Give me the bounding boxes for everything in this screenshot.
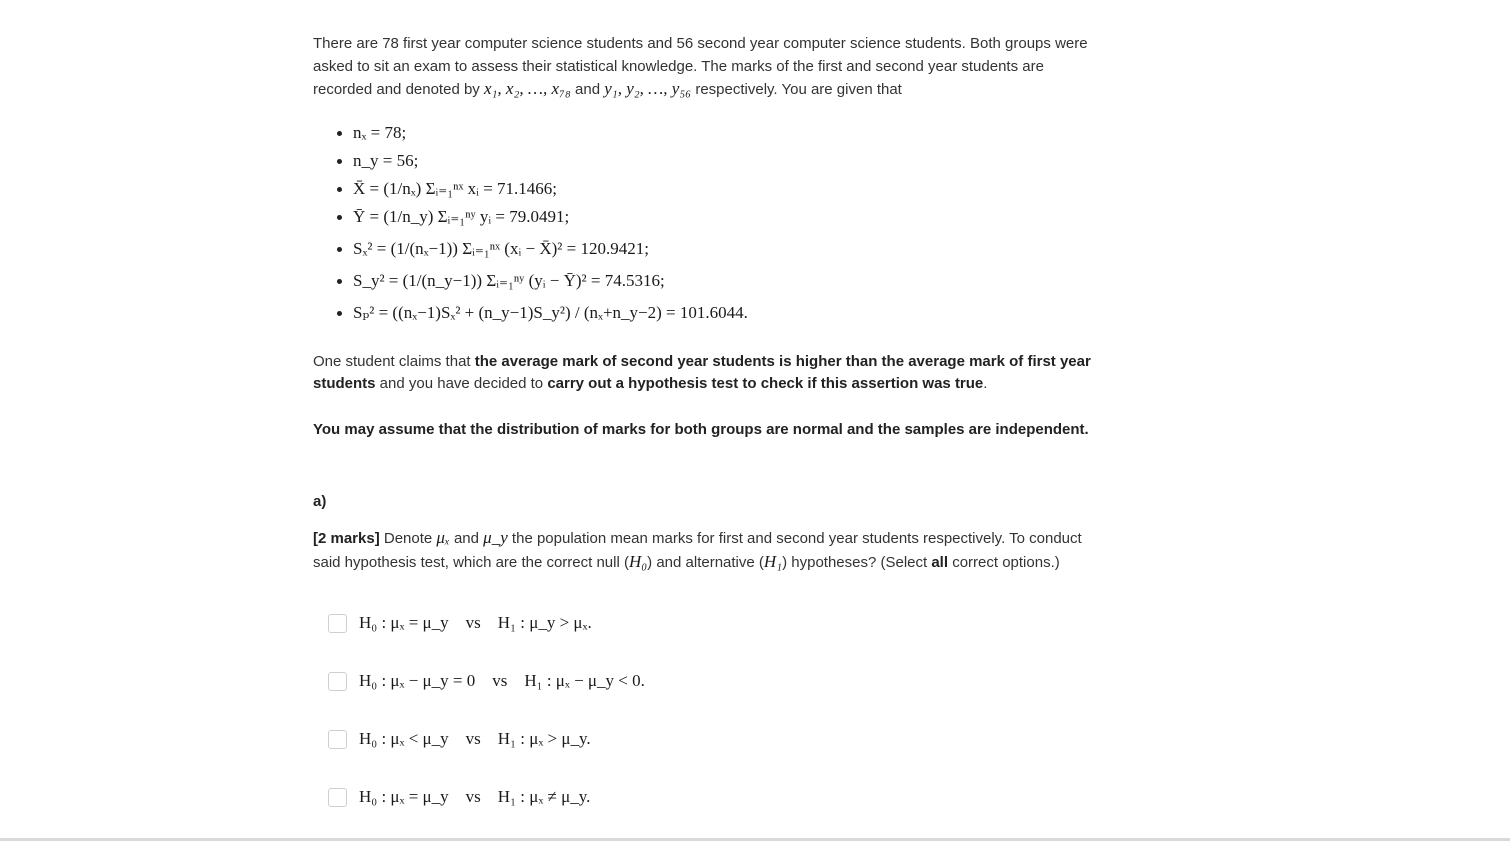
claim-paragraph bbox=[313, 351, 1103, 396]
given-statistics-list bbox=[313, 119, 1103, 331]
h1-symbol: H₁ bbox=[763, 551, 783, 571]
option-4-label[interactable]: H₀ : μₓ = μ_y vs H₁ : μₓ ≠ μ_y. bbox=[359, 787, 591, 806]
part-a-question bbox=[313, 527, 1103, 574]
option-1-checkbox[interactable] bbox=[328, 614, 347, 633]
h0-symbol: H₀ bbox=[628, 551, 648, 571]
stat-pooled-variance: Sₚ² = ((nₓ−1)Sₓ² + (n_y−1)S_y²) / (nₓ+n_y−2) = 101.6044. bbox=[313, 295, 1103, 331]
claim-bold-1: the average mark of second year students is higher than the average mark of first year students bbox=[313, 352, 1091, 392]
answer-options bbox=[313, 594, 1103, 826]
intro-text-1: There are 78 first year computer science students and 56 second year computer science students. Both groups were asked to sit an exam to assess their statistical knowledge. The marks of the first and second year students are recorded and denoted by bbox=[313, 35, 1088, 98]
intro-text-2: respectively. You are given that bbox=[695, 81, 902, 98]
assumption-paragraph bbox=[313, 419, 1103, 442]
question-content bbox=[313, 33, 1103, 826]
option-3[interactable] bbox=[313, 710, 1103, 768]
q-text-1: Denote bbox=[379, 530, 437, 547]
stat-x-variance: Sₓ² = (1/(nₓ−1)) Σᵢ₌₁ⁿˣ (xᵢ − X̄)² = 120.9421; bbox=[313, 231, 1103, 267]
q-text-4: ) and alternative ( bbox=[647, 553, 764, 571]
q-text-2: and bbox=[449, 530, 484, 547]
x-sequence: x₁, x₂, …, x₇₈ bbox=[483, 79, 571, 98]
option-2-checkbox[interactable] bbox=[328, 672, 347, 691]
option-2[interactable] bbox=[313, 652, 1103, 710]
stat-ny: n_y = 56; bbox=[313, 147, 1103, 175]
stat-nx: nₓ = 78; bbox=[313, 119, 1103, 147]
part-a-label: a) bbox=[313, 493, 327, 510]
q-text-5: ) hypotheses? (Select bbox=[782, 553, 932, 571]
option-3-checkbox[interactable] bbox=[328, 730, 347, 749]
q-all-bold: all bbox=[931, 553, 949, 571]
claim-pre: One student claims that bbox=[313, 352, 475, 370]
stat-x-mean: X̄ = (1/nₓ) Σᵢ₌₁ⁿˣ xᵢ = 71.1466; bbox=[313, 175, 1103, 203]
part-a-marks: [2 marks] bbox=[313, 530, 380, 547]
option-1-label[interactable]: H₀ : μₓ = μ_y vs H₁ : μ_y > μₓ. bbox=[359, 613, 592, 632]
option-2-label[interactable]: H₀ : μₓ − μ_y = 0 vs H₁ : μₓ − μ_y < 0. bbox=[359, 671, 645, 690]
option-4[interactable] bbox=[313, 768, 1103, 826]
option-1[interactable] bbox=[313, 594, 1103, 652]
y-sequence: y₁, y₂, …, y₅₆ bbox=[604, 79, 692, 98]
q-text-3: the population mean marks for first and second year students respectively. To conduct said hypothesis test, which are the correct null ( bbox=[313, 530, 1082, 571]
stat-y-mean: Ȳ = (1/n_y) Σᵢ₌₁ⁿʸ yᵢ = 79.0491; bbox=[313, 203, 1103, 231]
mu-y-symbol: μ_y bbox=[483, 528, 508, 547]
claim-bold-2: carry out a hypothesis test to check if this assertion was true bbox=[547, 375, 984, 392]
intro-and: and bbox=[575, 81, 601, 98]
assumption-text: You may assume that the distribution of marks for both groups are normal and the samples are independent. bbox=[313, 420, 1089, 438]
claim-mid: and you have decided to bbox=[375, 375, 548, 392]
q-text-6: correct options.) bbox=[948, 553, 1060, 571]
option-3-label[interactable]: H₀ : μₓ < μ_y vs H₁ : μₓ > μ_y. bbox=[359, 729, 591, 748]
stat-y-variance: S_y² = (1/(n_y−1)) Σᵢ₌₁ⁿʸ (yᵢ − Ȳ)² = 74.5316; bbox=[313, 267, 1103, 295]
option-4-checkbox[interactable] bbox=[328, 788, 347, 807]
intro-paragraph bbox=[313, 33, 1103, 102]
claim-post: . bbox=[983, 375, 988, 392]
mu-x-symbol: μₓ bbox=[436, 528, 450, 547]
